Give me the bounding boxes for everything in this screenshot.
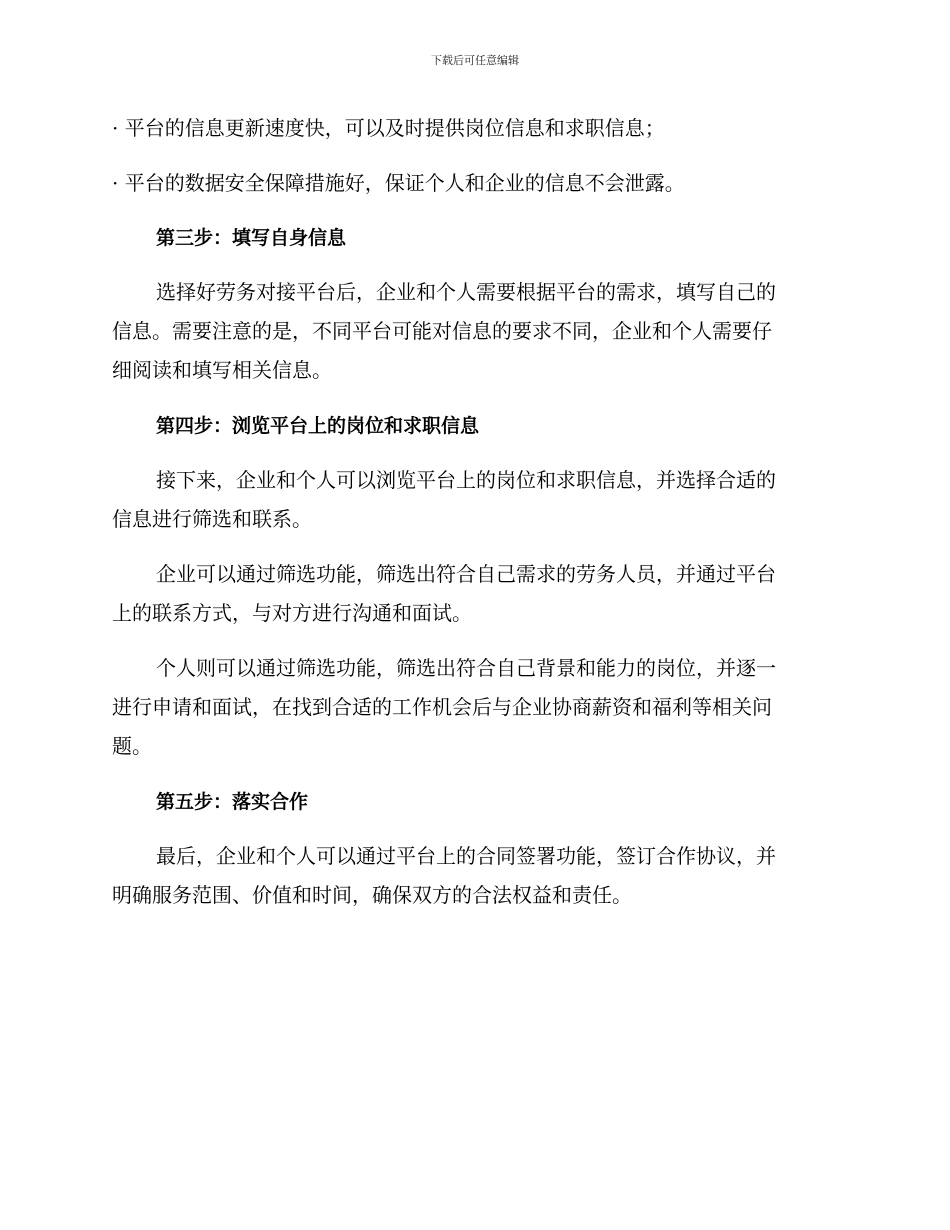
- paragraph-line: 最后，企业和个人可以通过平台上的合同签署功能，签订合作协议，并: [156, 844, 776, 868]
- paragraph: [112, 649, 832, 766]
- paragraph-line: 企业可以通过筛选功能，筛选出符合自己需求的劳务人员，并通过平台: [156, 562, 776, 586]
- paragraph: [112, 461, 832, 539]
- document-body: [112, 108, 832, 931]
- paragraph: [112, 273, 832, 390]
- paragraph-line: 个人则可以通过筛选功能，筛选出符合自己背景和能力的岗位，并逐一: [156, 656, 776, 680]
- paragraph-line: 明确服务范围、价值和时间，确保双方的合法权益和责任。: [112, 883, 632, 907]
- bullet-item: · 平台的信息更新速度快，可以及时提供岗位信息和求职信息；: [112, 116, 665, 140]
- paragraph-line: 信息。需要注意的是，不同平台可能对信息的要求不同，企业和个人需要仔: [112, 319, 772, 343]
- paragraph-line: 题。: [112, 734, 152, 758]
- page-header: 下载后可任意编辑: [431, 54, 519, 67]
- bullet-item: · 平台的数据安全保障措施好，保证个人和企业的信息不会泄露。: [112, 171, 685, 195]
- paragraph-line: 选择好劳务对接平台后，企业和个人需要根据平台的需求，填写自己的: [156, 280, 776, 304]
- paragraph-line: 细阅读和填写相关信息。: [112, 358, 332, 382]
- section-heading: 第三步：填写自身信息: [156, 227, 347, 249]
- paragraph-line: 接下来，企业和个人可以浏览平台上的岗位和求职信息，并选择合适的: [156, 468, 776, 492]
- paragraph: [112, 837, 832, 915]
- section-heading: 第五步：落实合作: [156, 791, 309, 813]
- paragraph-line: 进行申请和面试，在找到合适的工作机会后与企业协商薪资和福利等相关问: [112, 695, 772, 719]
- paragraph: [112, 555, 832, 633]
- paragraph-line: 上的联系方式，与对方进行沟通和面试。: [112, 601, 472, 625]
- paragraph-line: 信息进行筛选和联系。: [112, 507, 312, 531]
- section-heading: 第四步：浏览平台上的岗位和求职信息: [156, 415, 480, 437]
